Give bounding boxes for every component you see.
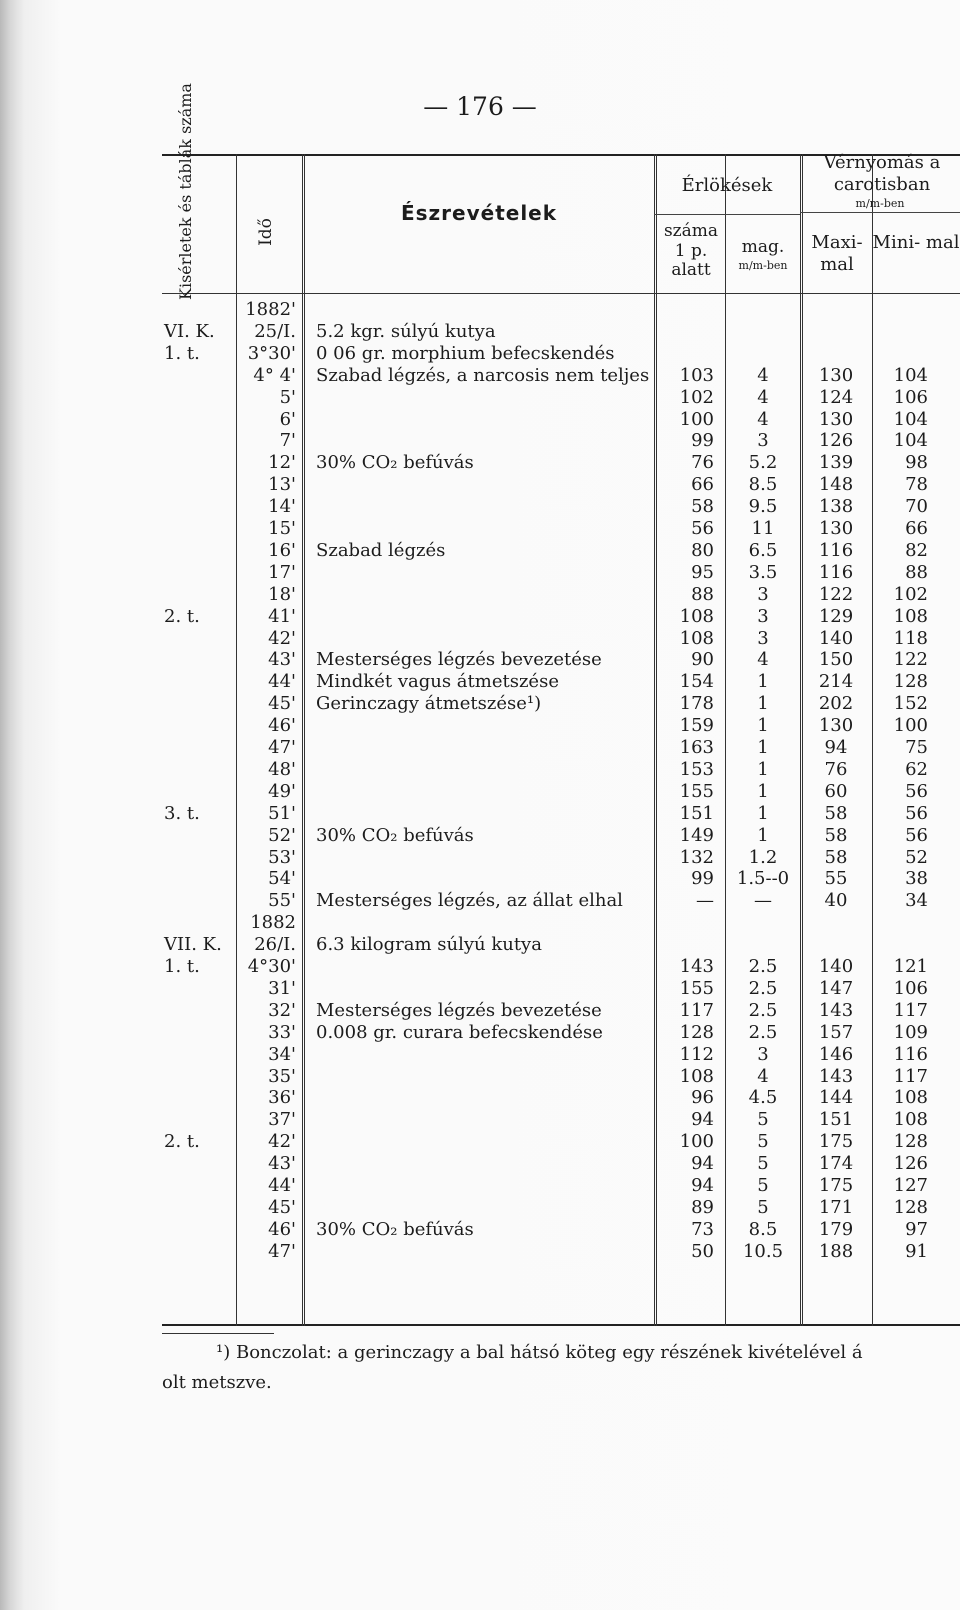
cell-pulse-height: 8.5 <box>748 1218 778 1240</box>
cell-pulse-height: 9.5 <box>748 496 778 518</box>
cell-time: 12' <box>268 452 296 474</box>
cell-pressure-max: 175 <box>818 1131 854 1153</box>
cell-pulse-height: 2.5 <box>748 1021 778 1043</box>
cell-pressure-max: 140 <box>818 956 854 977</box>
cell-pulse-count: 76 <box>691 452 714 474</box>
cell-time: 48' <box>268 758 296 780</box>
cell-pressure-min: 104 <box>893 408 928 430</box>
cell-pulse-height: 1 <box>757 780 769 802</box>
cell-pressure-max: 146 <box>818 1043 854 1065</box>
cell-time: 4°30' <box>247 956 296 977</box>
cell-time: 16' <box>268 539 296 561</box>
cell-pulse-count: 99 <box>691 868 714 890</box>
cell-time: 37' <box>268 1109 296 1131</box>
cell-pressure-max: 214 <box>818 671 854 693</box>
cell-pulse-count: 154 <box>679 671 714 693</box>
cell-time: 46' <box>268 1218 296 1240</box>
cell-pressure-max: 151 <box>818 1109 854 1131</box>
header-mag: mag. <box>741 237 785 257</box>
cell-remark: Szabad légzés, a narcosis nem teljes <box>316 364 650 386</box>
cell-remark: 30% CO₂ befúvás <box>316 824 474 846</box>
cell-pressure-max: 202 <box>818 693 854 715</box>
cell-pulse-height: 3.5 <box>748 561 778 583</box>
cell-time: 1882 <box>250 912 296 934</box>
cell-pulse-height: 10.5 <box>742 1240 784 1262</box>
cell-pulse-count: 143 <box>679 956 714 977</box>
cell-time: 31' <box>268 977 296 999</box>
cell-remark: 6.3 kilogram súlyú kutya <box>316 934 542 956</box>
cell-pulse-count: — <box>696 890 714 912</box>
cell-pulse-height: 1 <box>757 758 769 780</box>
cell-pressure-min: 128 <box>893 671 928 693</box>
cell-pressure-max: 157 <box>818 1021 854 1043</box>
cell-time: 47' <box>268 737 296 758</box>
cell-pulse-height: 4 <box>757 408 769 430</box>
cell-pressure-max: 148 <box>818 474 854 496</box>
cell-pressure-max: 130 <box>818 518 854 539</box>
cell-remark: Mindkét vagus átmetszése <box>316 671 559 693</box>
cell-pulse-count: 94 <box>691 1175 714 1196</box>
cell-pressure-min: 34 <box>905 890 928 912</box>
cell-pulse-height: 1 <box>757 693 769 715</box>
cell-pressure-min: 56 <box>905 802 928 824</box>
cell-pressure-max: 130 <box>818 364 854 386</box>
cell-experiment: 2. t. <box>164 1131 200 1153</box>
cell-experiment: 3. t. <box>164 802 200 824</box>
cell-pressure-max: 94 <box>824 737 848 758</box>
cell-pulse-count: 94 <box>691 1153 714 1175</box>
cell-pulse-count: 132 <box>679 846 714 868</box>
header-vernyomas: Vérnyomás a carotisban <box>823 152 941 195</box>
cell-pulse-height: 4 <box>757 1065 769 1087</box>
cell-remark: Szabad légzés <box>316 539 446 561</box>
cell-pressure-max: 150 <box>818 649 854 671</box>
cell-pressure-min: 98 <box>905 452 928 474</box>
cell-pulse-count: 108 <box>679 1065 714 1087</box>
cell-pressure-min: 62 <box>905 758 928 780</box>
cell-remark: 5.2 kgr. súlyú kutya <box>316 320 496 342</box>
cell-pulse-height: 5 <box>757 1175 769 1196</box>
cell-time: 7' <box>279 430 296 452</box>
cell-pulse-height: 2.5 <box>748 956 778 977</box>
cell-pressure-min: 117 <box>893 999 928 1021</box>
cell-pressure-max: 175 <box>818 1175 854 1196</box>
cell-pressure-min: 52 <box>905 846 928 868</box>
cell-time: 35' <box>268 1065 296 1087</box>
cell-pressure-max: 58 <box>824 846 848 868</box>
cell-pulse-count: 163 <box>679 737 714 758</box>
cell-pulse-count: 100 <box>679 408 714 430</box>
cell-experiment: 2. t. <box>164 605 200 627</box>
cell-time: 42' <box>268 1131 296 1153</box>
cell-pulse-count: 90 <box>691 649 714 671</box>
cell-time: 45' <box>268 693 296 715</box>
cell-pulse-height: 3 <box>757 583 769 605</box>
cell-time: 17' <box>268 561 296 583</box>
cell-pressure-max: 188 <box>818 1240 854 1262</box>
cell-pressure-max: 138 <box>818 496 854 518</box>
cell-pressure-max: 60 <box>824 780 848 802</box>
cell-pulse-height: 1 <box>757 802 769 824</box>
cell-pressure-max: 144 <box>818 1087 854 1109</box>
cell-pressure-max: 122 <box>818 583 854 605</box>
cell-pressure-max: 124 <box>818 386 854 408</box>
cell-pulse-height: 1 <box>757 715 769 737</box>
cell-time: 42' <box>268 627 296 649</box>
cell-pulse-height: 1 <box>757 824 769 846</box>
cell-time: 44' <box>268 1175 296 1196</box>
cell-pulse-count: 112 <box>679 1043 714 1065</box>
cell-experiment: 1. t. <box>164 956 200 977</box>
cell-pressure-max: 130 <box>818 408 854 430</box>
cell-pulse-count: 159 <box>679 715 714 737</box>
cell-time: 14' <box>268 496 296 518</box>
cell-time: 41' <box>268 605 296 627</box>
cell-pulse-count: 149 <box>679 824 714 846</box>
footnote-line-1: ¹) Bonczolat: a gerinczagy a bal hátsó köteg egy részének kivételével á <box>216 1342 863 1363</box>
cell-pressure-min: 106 <box>893 977 928 999</box>
footnote-rule <box>162 1333 274 1334</box>
cell-pulse-height: — <box>754 890 772 912</box>
header-eszrevetelek: Észrevételek <box>400 201 558 225</box>
cell-time: 32' <box>268 999 296 1021</box>
cell-pressure-max: 174 <box>818 1153 854 1175</box>
cell-pulse-count: 94 <box>691 1109 714 1131</box>
cell-pulse-height: 1.5--0 <box>736 868 790 890</box>
cell-pressure-max: 55 <box>824 868 848 890</box>
cell-pulse-height: 1.2 <box>748 846 778 868</box>
cell-pressure-max: 171 <box>818 1196 854 1218</box>
cell-pulse-count: 95 <box>691 561 714 583</box>
cell-time: 4° 4' <box>253 364 296 386</box>
cell-pressure-max: 58 <box>824 802 848 824</box>
cell-pressure-min: 152 <box>893 693 928 715</box>
cell-pressure-min: 78 <box>905 474 928 496</box>
cell-time: 15' <box>268 518 296 539</box>
cell-time: 55' <box>268 890 296 912</box>
cell-pulse-height: 1 <box>757 737 769 758</box>
cell-remark: 30% CO₂ befúvás <box>316 452 474 474</box>
cell-remark: 0.008 gr. curara befecskendése <box>316 1021 603 1043</box>
cell-time: 5' <box>279 386 296 408</box>
cell-pulse-count: 96 <box>691 1087 714 1109</box>
cell-time: 51' <box>268 802 296 824</box>
cell-pressure-max: 130 <box>818 715 854 737</box>
cell-pulse-height: 11 <box>751 518 775 539</box>
cell-pulse-count: 50 <box>691 1240 714 1262</box>
cell-pulse-count: 100 <box>679 1131 714 1153</box>
cell-pressure-max: 58 <box>824 824 848 846</box>
cell-experiment: 1. t. <box>164 342 200 364</box>
header-rule <box>654 214 800 215</box>
cell-pressure-min: 108 <box>893 1109 928 1131</box>
cell-pulse-count: 80 <box>691 539 714 561</box>
col-divider <box>725 154 726 1326</box>
cell-pulse-count: 108 <box>679 605 714 627</box>
cell-pressure-min: 66 <box>905 518 928 539</box>
cell-pressure-max: 76 <box>824 758 848 780</box>
cell-pulse-count: 99 <box>691 430 714 452</box>
cell-remark: Mesterséges légzés bevezetése <box>316 649 602 671</box>
cell-time: 49' <box>268 780 296 802</box>
cell-pressure-min: 100 <box>893 715 928 737</box>
cell-time: 43' <box>268 649 296 671</box>
cell-time: 6' <box>279 408 296 430</box>
cell-pressure-max: 40 <box>824 890 848 912</box>
cell-time: 13' <box>268 474 296 496</box>
cell-pulse-height: 1 <box>757 671 769 693</box>
cell-pressure-min: 126 <box>893 1153 928 1175</box>
cell-remark: 0 06 gr. morphium befecskendés <box>316 342 615 364</box>
cell-pressure-max: 116 <box>818 539 854 561</box>
cell-time: 54' <box>268 868 296 890</box>
cell-pressure-min: 121 <box>893 956 928 977</box>
cell-time: 36' <box>268 1087 296 1109</box>
cell-pulse-height: 3 <box>757 1043 769 1065</box>
cell-pulse-height: 3 <box>757 430 769 452</box>
col-divider <box>302 154 305 1326</box>
header-ido: Idő <box>256 218 276 246</box>
cell-pressure-min: 106 <box>893 386 928 408</box>
header-erlokesek: Érlökések <box>681 175 773 196</box>
cell-pressure-max: 179 <box>818 1218 854 1240</box>
cell-pulse-height: 4 <box>757 649 769 671</box>
cell-pressure-min: 104 <box>893 430 928 452</box>
cell-pressure-min: 109 <box>893 1021 928 1043</box>
cell-pulse-height: 4 <box>757 364 769 386</box>
cell-time: 46' <box>268 715 296 737</box>
cell-pulse-height: 3 <box>757 605 769 627</box>
cell-time: 26/I. <box>254 934 296 956</box>
cell-pressure-min: 82 <box>905 539 928 561</box>
cell-pressure-min: 127 <box>893 1175 928 1196</box>
cell-pulse-count: 151 <box>679 802 714 824</box>
cell-pulse-height: 5.2 <box>748 452 778 474</box>
footnote-line-2: olt metszve. <box>162 1372 272 1393</box>
cell-pressure-min: 117 <box>893 1065 928 1087</box>
cell-pressure-max: 143 <box>818 999 854 1021</box>
cell-pulse-count: 155 <box>679 977 714 999</box>
cell-pressure-max: 147 <box>818 977 854 999</box>
cell-pulse-count: 73 <box>691 1218 714 1240</box>
header-minimal: Mini- mal <box>872 232 960 253</box>
header-maximal: Maxi- mal <box>811 232 863 275</box>
cell-remark: Gerinczagy átmetszése¹) <box>316 693 542 715</box>
cell-pulse-height: 2.5 <box>748 999 778 1021</box>
header-kiserlet: Kisérletek és táblák száma <box>176 83 195 300</box>
cell-pressure-max: 126 <box>818 430 854 452</box>
cell-pulse-count: 178 <box>679 693 714 715</box>
header-separator <box>162 293 960 294</box>
cell-pressure-min: 102 <box>893 583 928 605</box>
cell-pulse-count: 108 <box>679 627 714 649</box>
cell-time: 52' <box>268 824 296 846</box>
cell-pulse-height: 5 <box>757 1153 769 1175</box>
cell-pressure-min: 70 <box>905 496 928 518</box>
cell-pressure-min: 116 <box>893 1043 928 1065</box>
header-vernyomas-unit: m/m-ben <box>855 197 905 210</box>
cell-pulse-count: 128 <box>679 1021 714 1043</box>
cell-pulse-height: 4 <box>757 386 769 408</box>
cell-pulse-height: 5 <box>757 1196 769 1218</box>
cell-time: 45' <box>268 1196 296 1218</box>
cell-time: 53' <box>268 846 296 868</box>
cell-pressure-min: 108 <box>893 1087 928 1109</box>
cell-time: 1882' <box>245 299 296 320</box>
cell-pulse-count: 102 <box>679 386 714 408</box>
cell-pulse-count: 56 <box>691 518 714 539</box>
cell-pulse-count: 58 <box>691 496 714 518</box>
cell-pressure-min: 91 <box>905 1240 928 1262</box>
cell-pulse-height: 5 <box>757 1131 769 1153</box>
cell-pressure-min: 88 <box>905 561 928 583</box>
cell-pressure-max: 143 <box>818 1065 854 1087</box>
cell-pressure-min: 104 <box>893 364 928 386</box>
cell-time: 18' <box>268 583 296 605</box>
cell-pressure-max: 139 <box>818 452 854 474</box>
cell-time: 34' <box>268 1043 296 1065</box>
cell-pressure-min: 118 <box>893 627 928 649</box>
cell-remark: Mesterséges légzés bevezetése <box>316 999 602 1021</box>
cell-pressure-max: 116 <box>818 561 854 583</box>
header-rule <box>800 212 960 213</box>
cell-experiment: VII. K. <box>164 934 222 956</box>
page-number: — 176 — <box>423 92 537 121</box>
cell-pulse-count: 155 <box>679 780 714 802</box>
cell-pulse-count: 66 <box>691 474 714 496</box>
cell-pulse-count: 89 <box>691 1196 714 1218</box>
cell-pressure-min: 97 <box>905 1218 928 1240</box>
header-mag-unit: m/m-ben <box>738 259 788 272</box>
cell-remark: 30% CO₂ befúvás <box>316 1218 474 1240</box>
cell-pressure-min: 56 <box>905 824 928 846</box>
cell-time: 43' <box>268 1153 296 1175</box>
cell-pressure-min: 56 <box>905 780 928 802</box>
cell-pressure-max: 140 <box>818 627 854 649</box>
cell-remark: Mesterséges légzés, az állat elhal <box>316 890 623 912</box>
cell-pressure-min: 128 <box>893 1196 928 1218</box>
cell-time: 47' <box>268 1240 296 1262</box>
cell-pulse-count: 153 <box>679 758 714 780</box>
cell-pressure-max: 129 <box>818 605 854 627</box>
cell-time: 33' <box>268 1021 296 1043</box>
cell-pulse-count: 103 <box>679 364 714 386</box>
cell-experiment: VI. K. <box>164 320 215 342</box>
cell-pressure-min: 128 <box>893 1131 928 1153</box>
cell-pressure-min: 108 <box>893 605 928 627</box>
cell-time: 44' <box>268 671 296 693</box>
cell-pulse-height: 4.5 <box>748 1087 778 1109</box>
header-szama: száma 1 p. alatt <box>663 221 719 281</box>
cell-pulse-height: 6.5 <box>748 539 778 561</box>
cell-time: 25/I. <box>254 320 296 342</box>
cell-time: 3°30' <box>247 342 296 364</box>
cell-pressure-min: 122 <box>893 649 928 671</box>
cell-pulse-count: 88 <box>691 583 714 605</box>
cell-pulse-height: 3 <box>757 627 769 649</box>
cell-pressure-min: 38 <box>905 868 928 890</box>
cell-pulse-height: 5 <box>757 1109 769 1131</box>
cell-pulse-height: 8.5 <box>748 474 778 496</box>
cell-pulse-count: 117 <box>679 999 714 1021</box>
cell-pressure-min: 75 <box>905 737 928 758</box>
cell-pulse-height: 2.5 <box>748 977 778 999</box>
